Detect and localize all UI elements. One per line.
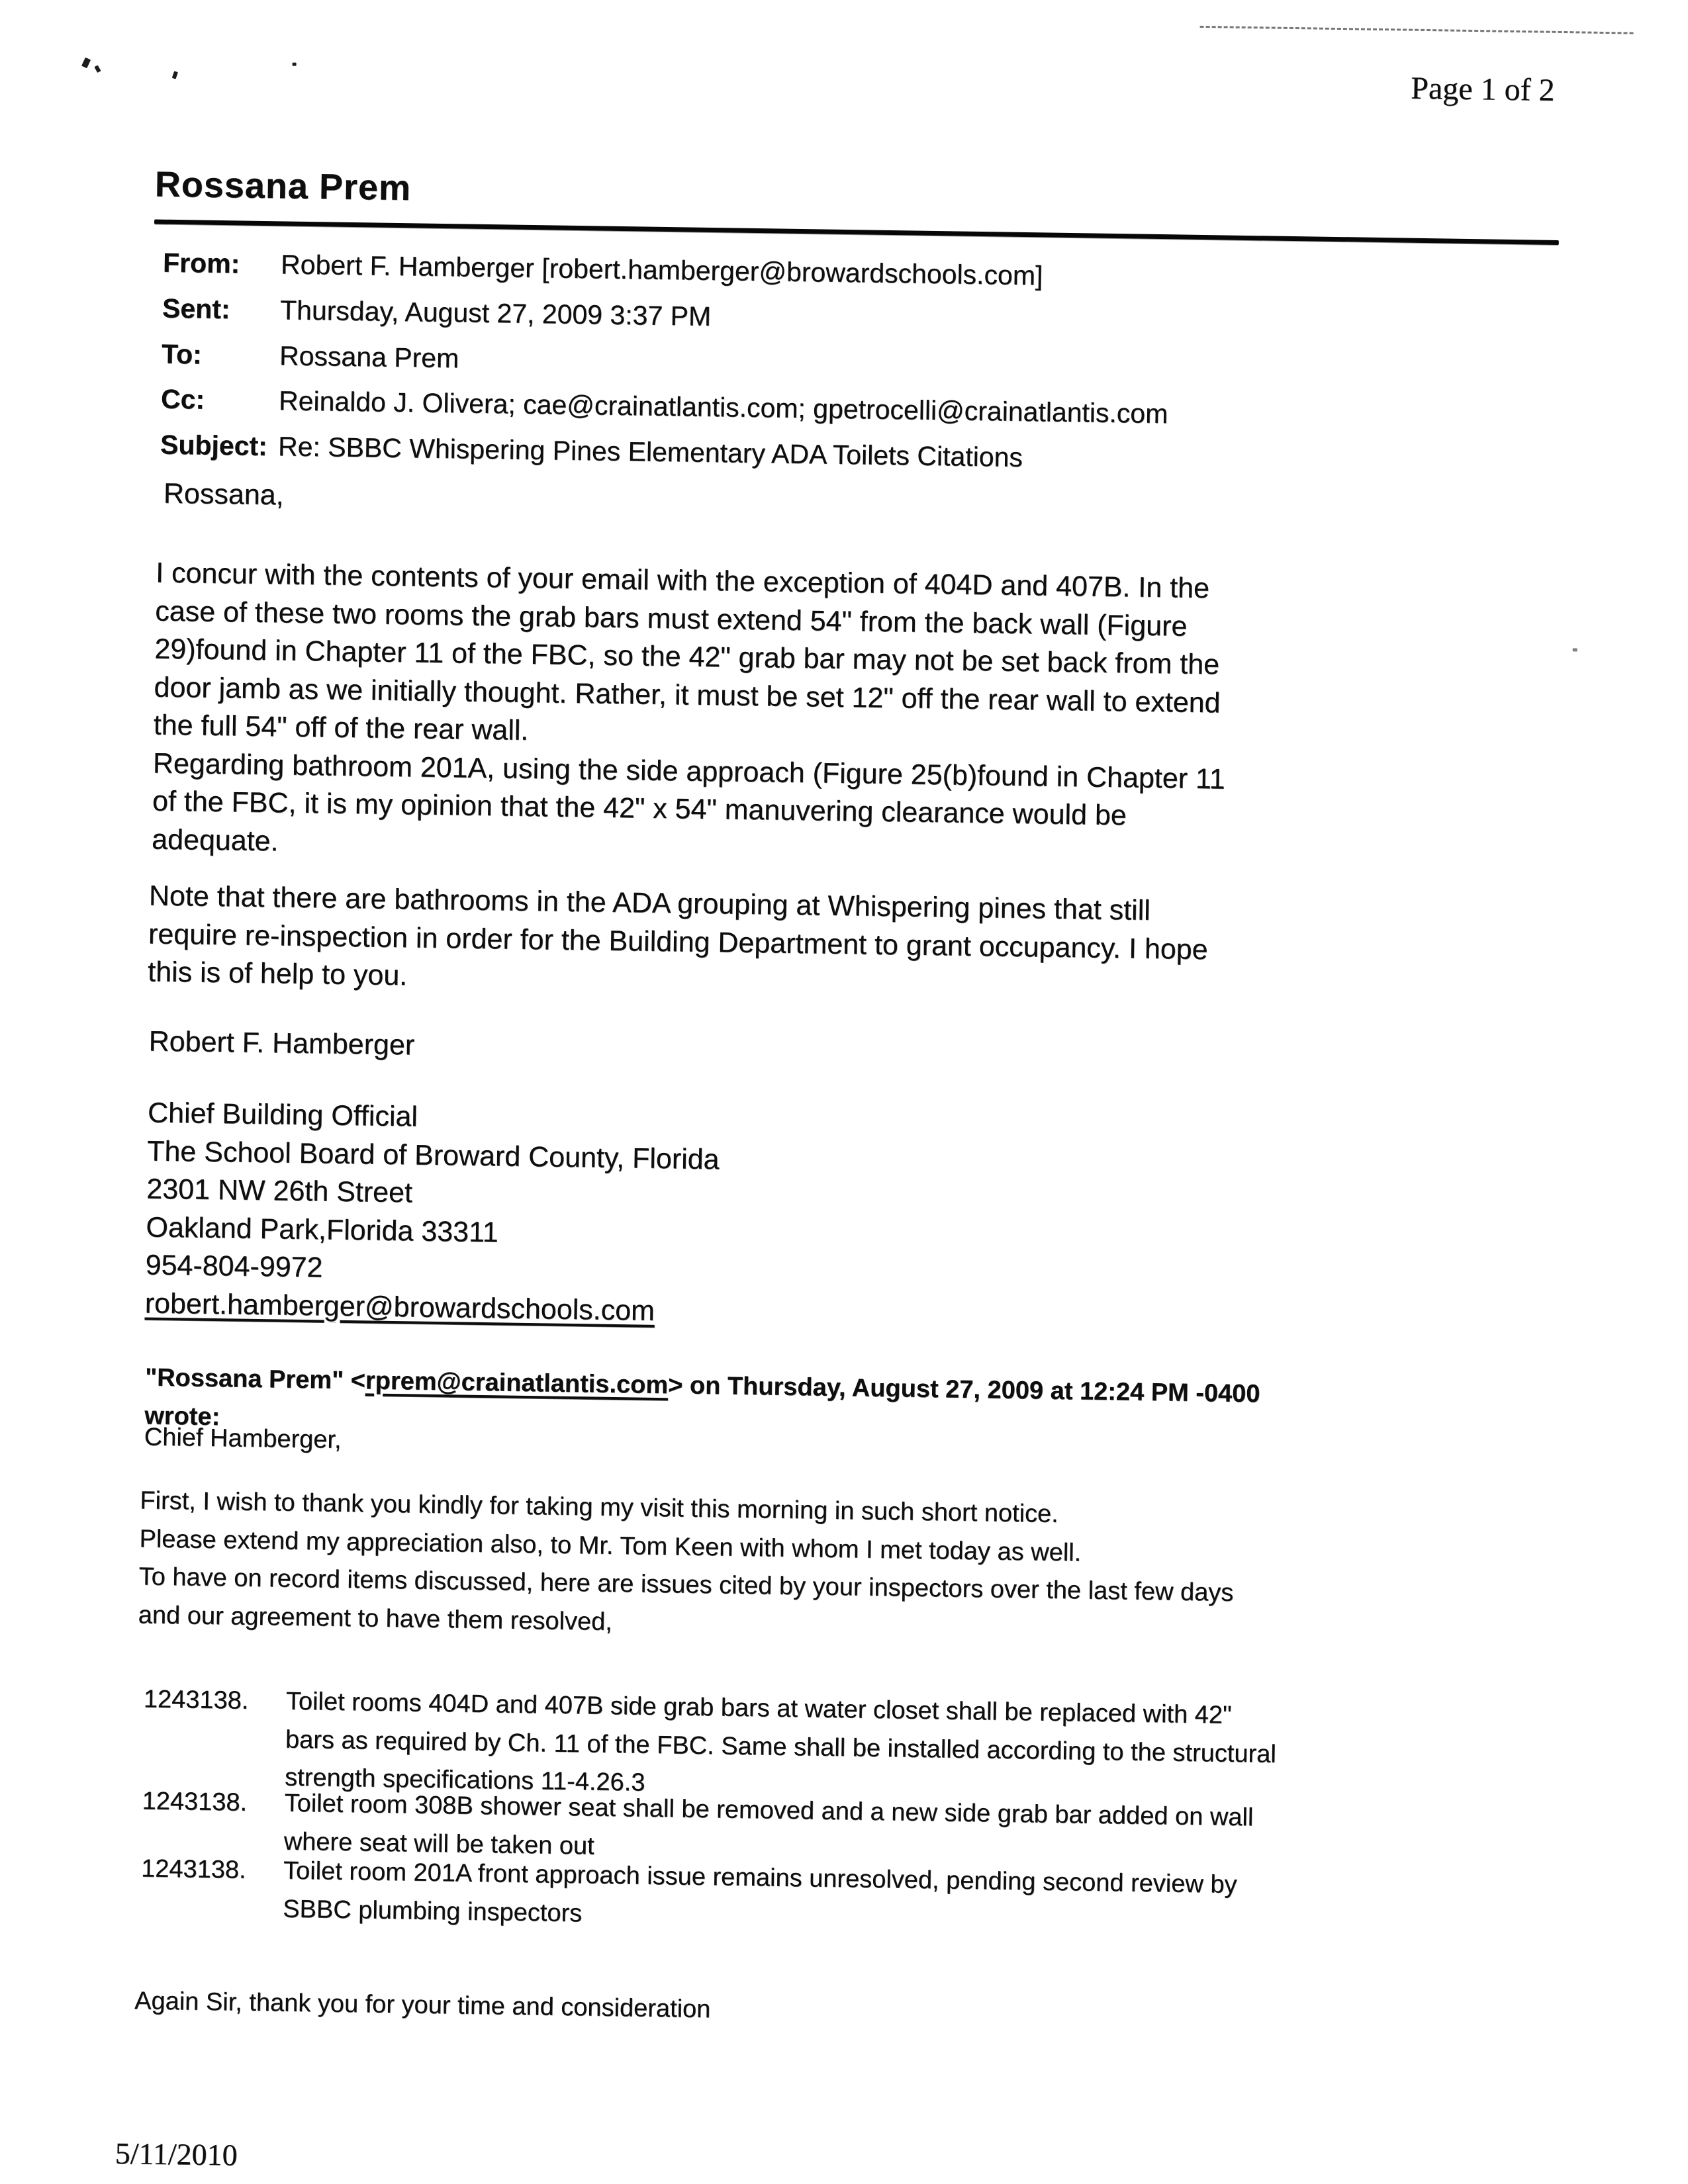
body-line: case of these two rooms the grab bars must extend 54" from the back wall (Figure bbox=[154, 595, 1188, 643]
to-label: To: bbox=[161, 338, 203, 370]
body-line: SBBC plumbing inspectors bbox=[282, 1895, 583, 1927]
body-line: To have on record items discussed, here are issues cited by your inspectors over the last few days bbox=[138, 1563, 1234, 1607]
header-divider bbox=[154, 219, 1559, 244]
from-value: Robert F. Hamberger [robert.hamberger@browardschools.com] bbox=[280, 249, 1043, 291]
body-line: where seat will be taken out bbox=[283, 1827, 594, 1860]
to-value: Rossana Prem bbox=[279, 340, 459, 374]
citation-item-1 bbox=[143, 1681, 1534, 1797]
attribution-prefix: "Rossana Prem" < bbox=[144, 1363, 366, 1395]
header-field-sent bbox=[162, 293, 1552, 332]
from-label: From: bbox=[162, 247, 240, 279]
cc-value: Reinaldo J. Olivera; cae@crainatlantis.com; gpetrocelli@crainatlantis.com bbox=[278, 385, 1168, 430]
citation-text bbox=[283, 1852, 1237, 1942]
body-line: strength specifications 11-4.26.3 bbox=[284, 1763, 645, 1797]
subject-value: Re: SBBC Whispering Pines Elementary ADA Toilets Citations bbox=[277, 431, 1023, 473]
signature-title: Chief Building Official bbox=[147, 1097, 418, 1133]
attribution-line-2: wrote: bbox=[144, 1401, 220, 1431]
scan-speckle bbox=[94, 65, 101, 73]
body-line: adequate. bbox=[151, 823, 279, 857]
citation-number: 1243138. bbox=[143, 1685, 249, 1715]
header-field-to bbox=[161, 338, 1552, 374]
footer-date: 5/11/2010 bbox=[115, 2136, 238, 2172]
body-line: Toilet rooms 404D and 407B side grab bars at water closet shall be replaced with 42" bbox=[285, 1687, 1232, 1729]
signature-email-link: robert.hamberger@browardschools.com bbox=[144, 1287, 655, 1327]
signature-phone: 954-804-9972 bbox=[145, 1249, 323, 1284]
body-line: of the FBC, it is my opinion that the 42" x 54" manuvering clearance would be bbox=[152, 785, 1127, 832]
body-line: I concur with the contents of your email with the exception of 404D and 407B. In the bbox=[155, 557, 1210, 605]
sent-label: Sent: bbox=[162, 293, 230, 325]
citation-number: 1243138. bbox=[142, 1787, 248, 1817]
reply-paragraph-1 bbox=[152, 555, 1229, 875]
signature-organization: The School Board of Broward County, Florida bbox=[146, 1134, 720, 1175]
body-line: this is of help to you. bbox=[147, 956, 408, 992]
header-field-cc bbox=[160, 383, 1551, 430]
page-number: Page 1 of 2 bbox=[1410, 70, 1555, 108]
quoted-greeting: Chief Hamberger, bbox=[144, 1423, 342, 1454]
body-line: Toilet room 308B shower seat shall be removed and a new side grab bar added on wall bbox=[284, 1789, 1254, 1832]
scan-speckle bbox=[293, 63, 297, 66]
scan-speckle bbox=[81, 58, 91, 68]
body-line: and our agreement to have them resolved, bbox=[138, 1600, 613, 1636]
quoted-intro-paragraph bbox=[138, 1482, 1235, 1651]
body-line: Regarding bathroom 201A, using the side approach (Figure 25(b)found in Chapter 11 bbox=[152, 747, 1225, 796]
signature-block bbox=[144, 1094, 720, 1331]
sent-value: Thursday, August 27, 2009 3:37 PM bbox=[279, 295, 712, 332]
cc-label: Cc: bbox=[160, 383, 205, 415]
header-field-subject bbox=[160, 429, 1550, 473]
body-line: require re-inspection in order for the Building Department to grant occupancy. I hope bbox=[148, 917, 1208, 966]
signature-city: Oakland Park,Florida 33311 bbox=[146, 1210, 499, 1248]
body-line: Please extend my appreciation also, to Mr. Tom Keen with whom I met today as well. bbox=[139, 1524, 1082, 1567]
body-line: door jamb as we initially thought. Rather, it must be set 12" off the rear wall to extend bbox=[154, 671, 1221, 719]
body-line: Toilet room 201A front approach issue remains unresolved, pending second review by bbox=[283, 1856, 1237, 1899]
body-line: the full 54" off of the rear wall. bbox=[153, 709, 529, 747]
body-line: First, I wish to thank you kindly for taking my visit this morning in such short notice. bbox=[140, 1486, 1059, 1528]
quoted-closing: Again Sir, thank you for your time and consideration bbox=[134, 1987, 711, 2024]
scan-artifact-dashes bbox=[1200, 26, 1634, 34]
signature-street: 2301 NW 26th Street bbox=[146, 1173, 413, 1209]
quoted-email-link: rprem@crainatlantis.com bbox=[365, 1367, 669, 1400]
header-field-from bbox=[162, 247, 1553, 291]
reply-greeting: Rossana, bbox=[163, 477, 284, 512]
body-line: Note that there are bathrooms in the ADA grouping at Whispering pines that still bbox=[148, 880, 1151, 927]
attribution-suffix: > on Thursday, August 27, 2009 at 12:24 PM -0400 bbox=[667, 1371, 1260, 1408]
recipient-name-heading: Rossana Prem bbox=[154, 164, 412, 208]
body-line: 29)found in Chapter 11 of the FBC, so the 42" grab bar may not be set back from the bbox=[154, 633, 1220, 681]
citation-number: 1243138. bbox=[140, 1854, 246, 1884]
scan-speckle bbox=[1573, 648, 1577, 651]
reply-paragraph-2 bbox=[148, 877, 1209, 1007]
scan-speckle bbox=[172, 71, 178, 79]
subject-label: Subject: bbox=[160, 429, 268, 462]
signature-name: Robert F. Hamberger bbox=[148, 1025, 415, 1062]
body-line: bars as required by Ch. 11 of the FBC. Same shall be installed according to the structural bbox=[285, 1725, 1277, 1768]
